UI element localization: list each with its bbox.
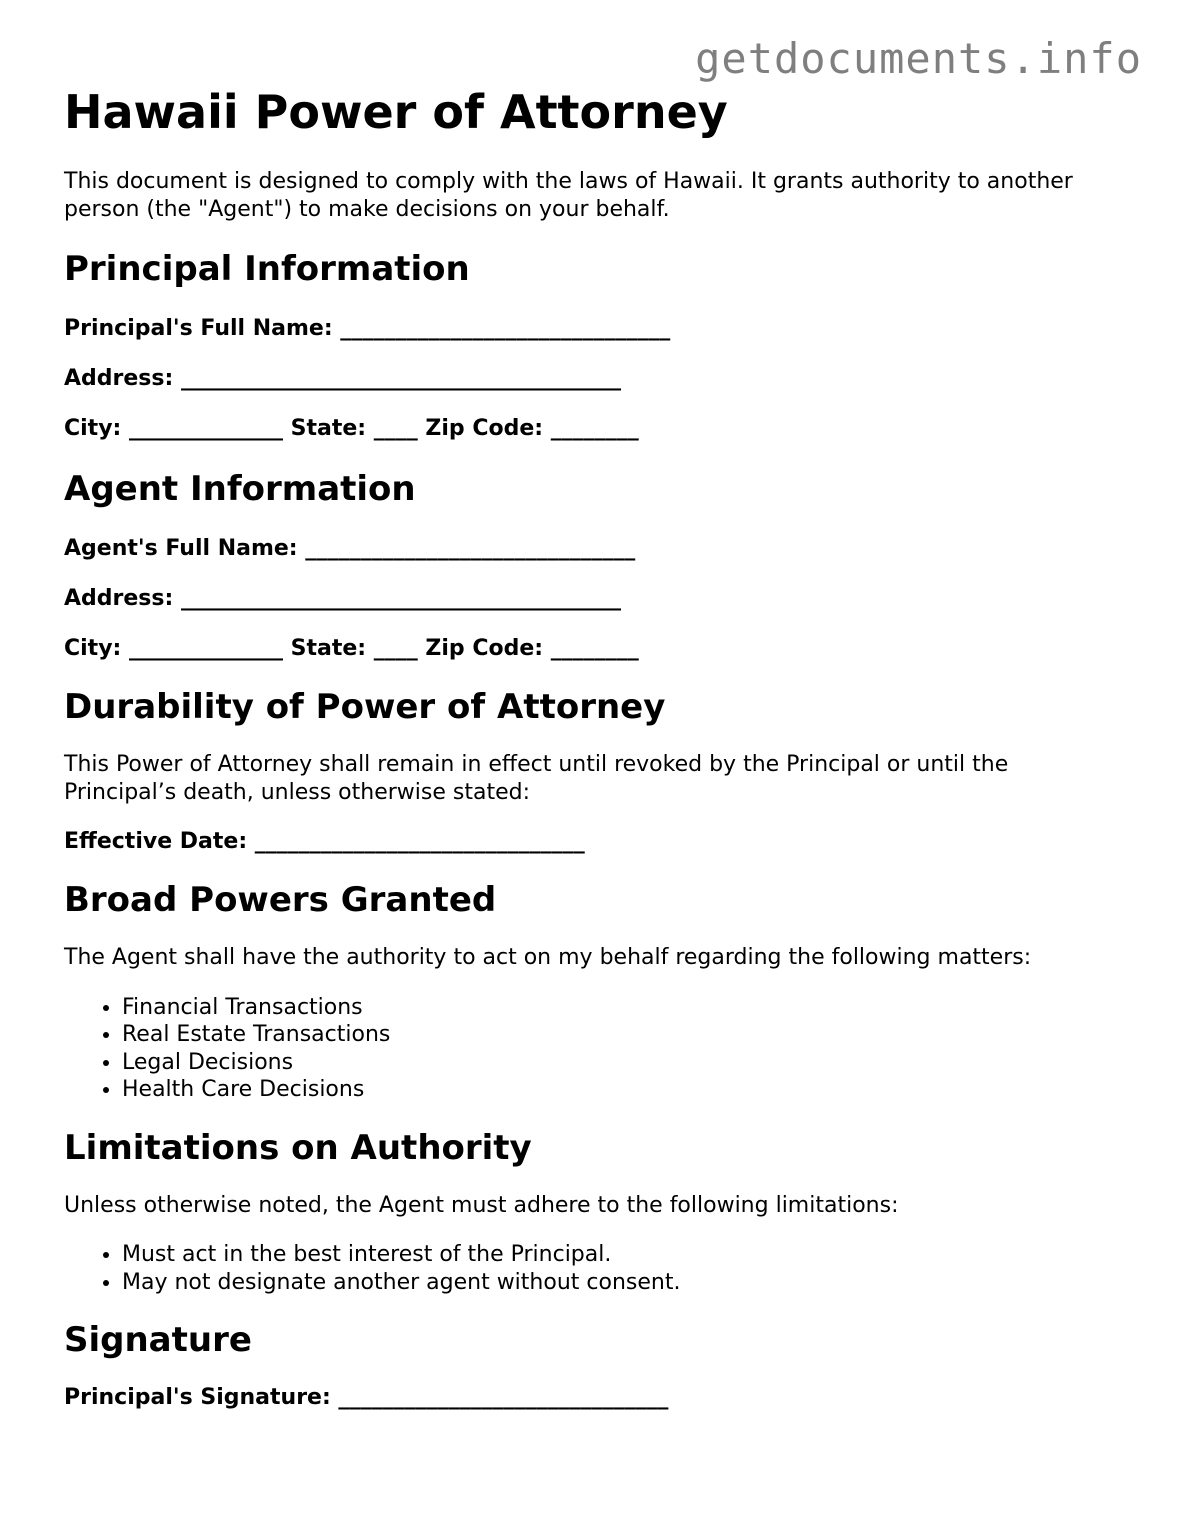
limitations-heading: Limitations on Authority — [64, 1127, 532, 1168]
agent-heading: Agent Information — [64, 469, 416, 509]
principal-address-field: Address: ________________________________________ — [64, 366, 621, 391]
list-item: • May not designate another agent without consent. — [122, 1269, 1124, 1297]
document-title: Hawaii Power of Attorney — [64, 85, 728, 139]
powers-heading: Broad Powers Granted — [64, 880, 497, 920]
list-item: • Real Estate Transactions — [122, 1021, 1124, 1049]
agent-city-state-zip-field: City: ______________ State: ____ Zip Code: ________ — [64, 636, 639, 661]
limitations-text: Unless otherwise noted, the Agent must adhere to the following limitations: — [64, 1192, 899, 1218]
list-item: • Financial Transactions — [122, 994, 1124, 1022]
principal-full-name-field: Principal's Full Name: ______________________________ — [64, 316, 671, 341]
principal-signature-field: Principal's Signature: ______________________________ — [64, 1385, 669, 1410]
effective-date-field: Effective Date: ______________________________ — [64, 829, 585, 854]
powers-list — [64, 994, 1124, 1104]
agent-address-field: Address: ________________________________________ — [64, 586, 621, 611]
watermark: getdocuments.info — [695, 34, 1142, 83]
list-item: • Must act in the best interest of the Principal. — [122, 1241, 1124, 1269]
signature-heading: Signature — [64, 1320, 252, 1360]
limitations-list — [64, 1241, 1124, 1296]
document — [64, 84, 1124, 1412]
principal-city-state-zip-field: City: ______________ State: ____ Zip Code: ________ — [64, 416, 639, 441]
durability-text: This Power of Attorney shall remain in effect until revoked by the Principal or until the Principal’s death, unless otherwise stated: — [64, 752, 1009, 805]
durability-heading: Durability of Power of Attorney — [64, 687, 666, 727]
list-item: • Health Care Decisions — [122, 1076, 1124, 1104]
principal-heading: Principal Information — [64, 249, 470, 289]
intro-text: This document is designed to comply with the laws of Hawaii. It grants authority to another person (the "Agent") to make decisions on your behalf. — [64, 169, 1073, 222]
powers-text: The Agent shall have the authority to act on my behalf regarding the following matters: — [64, 945, 1032, 970]
agent-full-name-field: Agent's Full Name: ______________________________ — [64, 536, 636, 561]
list-item: • Legal Decisions — [122, 1049, 1124, 1077]
